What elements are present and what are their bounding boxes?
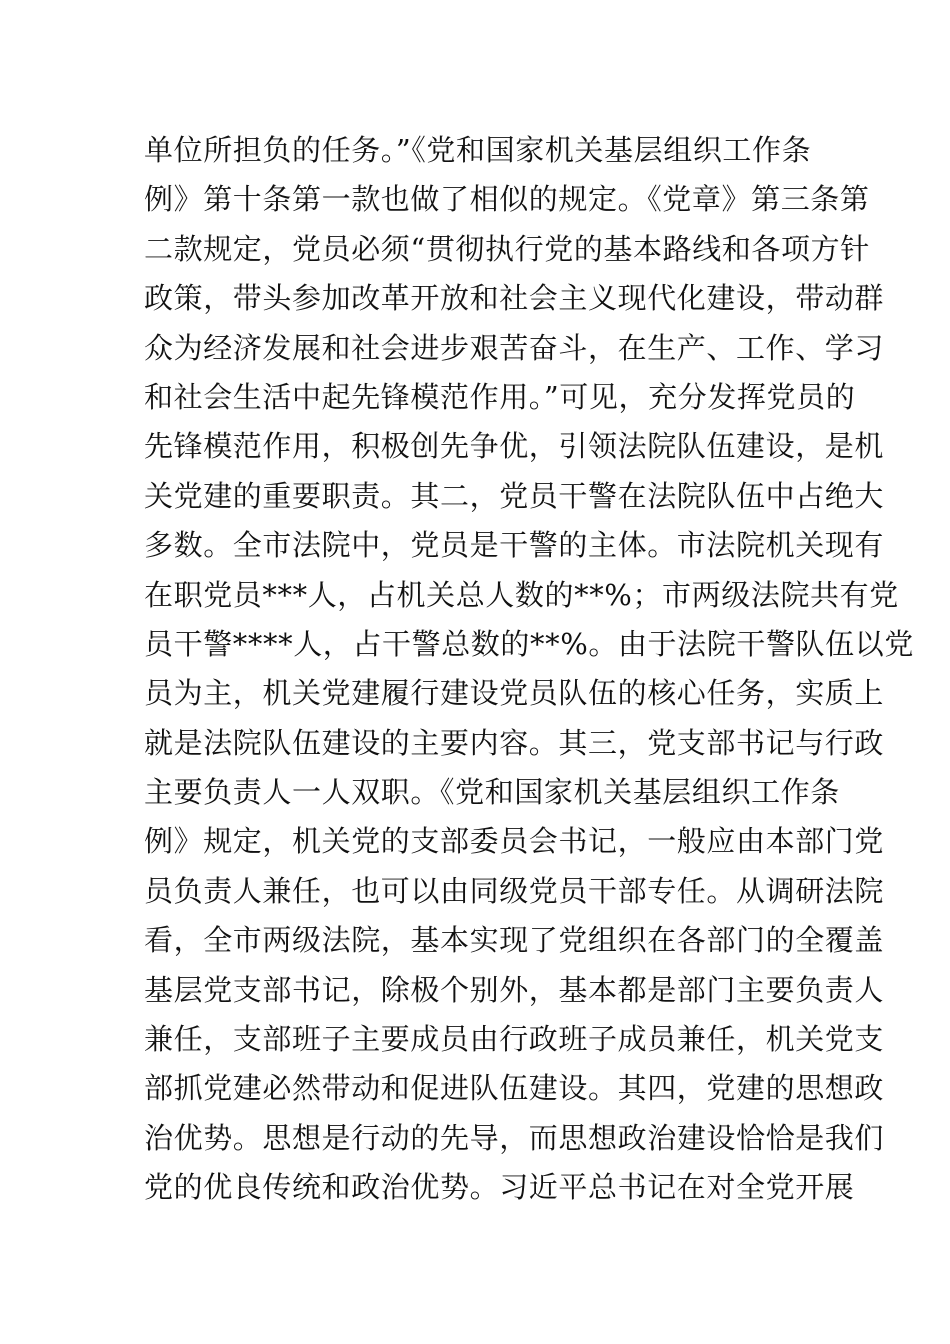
text-line-19: 兼任，支部班子主要成员由行政班子成员兼任，机关党支	[144, 1022, 885, 1057]
text-line-12: 员为主，机关党建履行建设党员队伍的核心任务，实质上	[144, 676, 885, 711]
text-line-6: 和社会生活中起先锋模范作用。”可见，充分发挥党员的	[144, 379, 856, 414]
text-line-10: 在职党员***人，占机关总人数的**%；市两级法院共有党	[144, 577, 899, 612]
text-line-15: 例》规定，机关党的支部委员会书记，一般应由本部门党	[144, 824, 885, 859]
text-line-13: 就是法院队伍建设的主要内容。其三，党支部书记与行政	[144, 725, 885, 760]
text-line-21: 治优势。思想是行动的先导，而思想政治建设恰恰是我们	[144, 1120, 885, 1155]
text-line-7: 先锋模范作用，积极创先争优，引领法院队伍建设，是机	[144, 429, 885, 464]
text-line-22: 党的优良传统和政治优势。习近平总书记在对全党开展	[144, 1170, 855, 1205]
text-line-1: 单位所担负的任务。”《党和国家机关基层组织工作条	[144, 133, 812, 167]
text-line-20: 部抓党建必然带动和促进队伍建设。其四，党建的思想政	[144, 1071, 885, 1106]
text-line-8: 关党建的重要职责。其二，党员干警在法院队伍中占绝大	[144, 478, 885, 513]
text-line-18: 基层党支部书记，除极个别外，基本都是部门主要负责人	[144, 972, 885, 1007]
text-line-9: 多数。全市法院中，党员是干警的主体。市法院机关现有	[144, 528, 885, 563]
text-line-4: 政策，带头参加改革开放和社会主义现代化建设，带动群	[144, 281, 885, 316]
body-text	[144, 126, 914, 1213]
text-line-2: 例》第十条第一款也做了相似的规定。《党章》第三条第	[144, 182, 870, 217]
text-line-16: 员负责人兼任，也可以由同级党员干部专任。从调研法院	[144, 873, 885, 908]
text-line-17: 看，全市两级法院，基本实现了党组织在各部门的全覆盖	[144, 923, 885, 958]
text-line-11: 员干警****人，占干警总数的**%。由于法院干警队伍以党	[144, 626, 914, 661]
text-line-3: 二款规定，党员必须“贯彻执行党的基本路线和各项方针	[144, 231, 870, 266]
text-line-14: 主要负责人一人双职。《党和国家机关基层组织工作条	[144, 775, 840, 810]
text-line-5: 众为经济发展和社会进步艰苦奋斗，在生产、工作、学习	[144, 330, 885, 365]
